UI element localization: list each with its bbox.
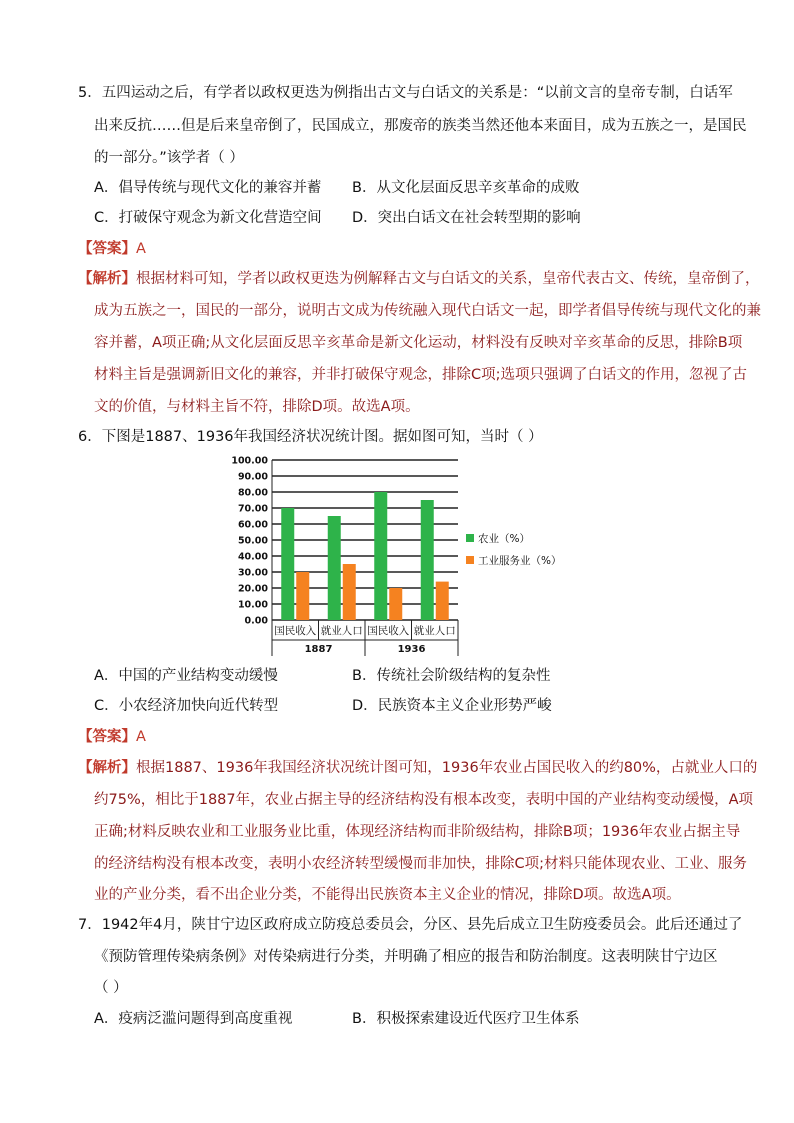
q5-explanation-line-1 bbox=[78, 268, 760, 290]
bar-industry-service bbox=[296, 572, 309, 620]
q5-answer bbox=[78, 238, 146, 260]
q7-option-b: B．积极探索建设近代医疗卫生体系 bbox=[352, 1011, 580, 1027]
q5-explanation-line-5: 文的价值，与材料主旨不符，排除D项。故选A项。 bbox=[94, 399, 420, 415]
q5-explanation-line-3: 容并蓄，A项正确;从文化层面反思辛亥革命是新文化运动，材料没有反映对辛亥革命的反思，排除B项 bbox=[94, 335, 743, 351]
q6-answer-label: 【答案】 bbox=[78, 729, 136, 745]
bar-agriculture bbox=[281, 508, 294, 620]
legend-label: 农业（%） bbox=[478, 533, 530, 545]
q5-option-c: C．打破保守观念为新文化营造空间 bbox=[94, 210, 322, 226]
y-tick-label: 10.00 bbox=[237, 599, 268, 611]
q5-explanation-line-2: 成为五族之一，国民的一部分，说明古文成为传统融入现代白话文一起，即学者倡导传统与现代文化的兼 bbox=[94, 303, 761, 319]
q5-option-a: A．倡导传统与现代文化的兼容并蓄 bbox=[94, 180, 322, 196]
bar-chart-svg bbox=[222, 450, 562, 660]
y-tick-label: 100.00 bbox=[231, 455, 268, 467]
x-group-label: 1936 bbox=[397, 644, 426, 655]
q6-option-a: A．中国的产业结构变动缓慢 bbox=[94, 668, 278, 684]
bar-industry-service bbox=[343, 564, 356, 620]
q6-answer-value: A bbox=[136, 729, 146, 745]
bar-industry-service bbox=[389, 588, 402, 620]
q6-explanation-line-4: 的经济结构没有根本改变，表明小农经济转型缓慢而非加快，排除C项;材料只能体现农业、工业、服务 bbox=[94, 856, 748, 872]
y-tick-label: 50.00 bbox=[237, 535, 268, 547]
q5-answer-value: A bbox=[136, 241, 146, 257]
y-tick-label: 60.00 bbox=[237, 519, 268, 531]
q5-explanation-line-4: 材料主旨是强调新旧文化的兼容，并非打破保守观念，排除C项;选项只强调了白话文的作用，忽视了古 bbox=[94, 367, 748, 383]
q5-stem-line-3: 的一部分。”该学者（ ） bbox=[94, 150, 244, 166]
x-category-label: 国民收入 bbox=[274, 625, 317, 637]
q5-option-b: B．从文化层面反思辛亥革命的成败 bbox=[352, 180, 580, 196]
q7-stem-line-2: 《预防管理传染病条例》对传染病进行分类，并明确了相应的报告和防治制度。这表明陕甘宁边区 bbox=[94, 949, 718, 965]
q6-option-b: B．传统社会阶级结构的复杂性 bbox=[352, 668, 551, 684]
y-tick-label: 80.00 bbox=[237, 487, 268, 499]
q6-explanation-line-1 bbox=[78, 757, 757, 779]
y-tick-label: 40.00 bbox=[237, 551, 268, 563]
q6-stem: 6．下图是1887、1936年我国经济状况统计图。据如图可知，当时（ ） bbox=[78, 429, 543, 445]
q6-explanation-label: 【解析】 bbox=[78, 760, 136, 776]
x-category-label: 国民收入 bbox=[367, 625, 410, 637]
q6-explanation-line-5: 业的产业分类，看不出企业分类，不能得出民族资本主义企业的情况，排除D项。故选A项。 bbox=[94, 887, 681, 903]
q5-stem-line-1: 5．五四运动之后，有学者以政权更迭为例指出古文与白话文的关系是：“以前文言的皇帝专制，白话军 bbox=[78, 85, 733, 101]
y-tick-label: 20.00 bbox=[237, 583, 268, 595]
bar-agriculture bbox=[374, 492, 387, 620]
x-group-label: 1887 bbox=[304, 644, 333, 655]
x-category-label: 就业人口 bbox=[320, 625, 363, 637]
q7-option-a: A．疫病泛滥问题得到高度重视 bbox=[94, 1011, 293, 1027]
bar-industry-service bbox=[436, 582, 449, 620]
x-category-label: 就业人口 bbox=[413, 625, 456, 637]
bar-agriculture bbox=[421, 500, 434, 620]
q6-option-c: C．小农经济加快向近代转型 bbox=[94, 698, 279, 714]
legend-label: 工业服务业（%） bbox=[478, 555, 562, 567]
y-tick-label: 90.00 bbox=[237, 471, 268, 483]
q5-option-d: D．突出白话文在社会转型期的影响 bbox=[352, 210, 581, 226]
legend-swatch bbox=[466, 534, 474, 542]
bar-agriculture bbox=[328, 516, 341, 620]
q6-explanation-line-2: 约75%，相比于1887年，农业占据主导的经济结构没有根本改变，表明中国的产业结构变动缓慢，A项 bbox=[94, 792, 754, 808]
y-tick-label: 0.00 bbox=[244, 615, 268, 627]
q5-explanation-text-1: 根据材料可知，学者以政权更迭为例解释古文与白话文的关系，皇帝代表古文、传统，皇帝倒了， bbox=[136, 271, 760, 287]
legend-swatch bbox=[466, 556, 474, 564]
q5-explanation-label: 【解析】 bbox=[78, 271, 136, 287]
q7-stem-line-1: 7．1942年4月，陕甘宁边区政府成立防疫总委员会，分区、县先后成立卫生防疫委员会。此后还通过了 bbox=[78, 917, 743, 933]
economic-stat-chart bbox=[222, 450, 562, 660]
y-tick-label: 30.00 bbox=[237, 567, 268, 579]
q5-answer-label: 【答案】 bbox=[78, 241, 136, 257]
q6-explanation-text-1: 根据1887、1936年我国经济状况统计图可知，1936年农业占国民收入的约80%，占就业人口的 bbox=[136, 760, 758, 776]
q6-explanation-line-3: 正确;材料反映农业和工业服务业比重，体现经济结构而非阶级结构，排除B项；1936年农业占据主导 bbox=[94, 824, 741, 840]
q6-answer bbox=[78, 726, 146, 748]
q7-stem-line-3: （ ） bbox=[94, 980, 128, 996]
q6-option-d: D．民族资本主义企业形势严峻 bbox=[352, 698, 552, 714]
y-tick-label: 70.00 bbox=[237, 503, 268, 515]
q5-stem-line-2: 出来反抗……但是后来皇帝倒了，民国成立，那废帝的族类当然还他本来面目，成为五族之一，是国民 bbox=[94, 118, 747, 134]
